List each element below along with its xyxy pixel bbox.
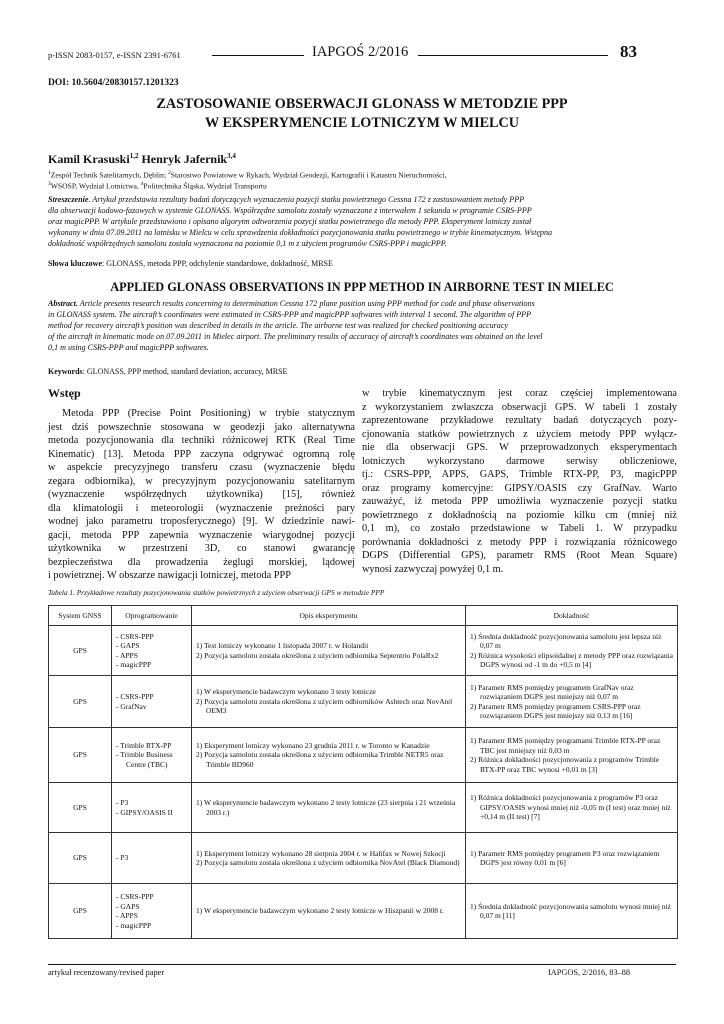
author-1: Kamil Krasuski [48, 152, 130, 166]
affiliation-line2 [48, 179, 267, 192]
cell-accuracy-item: 1) Parametr RMS pomiędzy programem P3 oraz rozwiązaniem DGPS jest równy 0,01 m [6] [470, 848, 660, 867]
cell-description-item: 1) Test lotniczy wykonano 1 listopada 2007 r. w Holandii [196, 641, 369, 650]
col-header-accuracy: Dokładność [466, 606, 678, 626]
cell-accuracy-item: 2) Różnica dokładności pozycjonowania z programów Trimble RTX-PP oraz TBC wynosi +0,01 m [3] [470, 755, 660, 774]
cell-accuracy-item: 1) Średnia dokładność pozycjonowania samolotu wynosi mniej niż 0,07 m [11] [470, 901, 672, 920]
cell-software [112, 728, 192, 783]
abstract-pl-line: dla obserwacji kodowo-fazowych w systemie GLONASS. Współrzędne samolotu zostały wyznaczone z interwałem 1 sekunda w programie CSRS-PPP [48, 206, 532, 215]
cell-system: GPS [49, 676, 112, 728]
body-text-line: powietrznego z dokładnością na poziomie kilku cm (mniej niż [362, 509, 677, 521]
cell-system: GPS [49, 783, 112, 833]
author-1-sup: 1,2 [129, 152, 139, 160]
table-row [49, 626, 678, 676]
body-text-line: zauważyć, iż metoda PPP umożliwia wyznaczenie pozycji statku [362, 496, 677, 507]
cell-software-item: - APPS [116, 911, 138, 920]
abstract-pl-line [48, 194, 676, 205]
abstract-en-line [48, 298, 676, 309]
cell-description-item: 1) Eksperyment lotniczy wykonano 23 grudnia 2011 r. w Toronto w Kanadzie [196, 740, 430, 750]
body-text-line: tj.: CSRS-PPP, APPS, GAPS, Trimble RTX-PP, P3, magicPPP [362, 469, 677, 480]
table-header-row [49, 606, 678, 626]
right-column [362, 387, 677, 576]
cell-accuracy-item: 1) Średnia dokładność pozycjonowania samolotu jest lepsza niż 0,07 m [470, 631, 662, 650]
affil-sup-4: 4 [140, 181, 144, 187]
cell-software-item: - Trimble Business Centre (TBC) [116, 750, 173, 769]
body-text-line: lotniczych wykorzystano darmowe serwisy obliczeniowe, [362, 455, 677, 467]
cell-description [192, 728, 466, 783]
cell-software-item: - GAPS [116, 641, 140, 650]
cell-description-item: 1) W eksperymencie badawczym wykonano 3 testy lotnicze [196, 687, 376, 697]
body-text-line: porównania dokładności z metody PPP i rozwiązania różnicowego [362, 536, 677, 548]
title-en: APPLIED GLONASS OBSERVATIONS IN PPP METHOD IN AIRBORNE TEST IN MIELEC [110, 280, 614, 294]
body-text-line: nie dla obserwacji GPS. W przeprowadzonych eksperymentach [362, 442, 677, 453]
abstract-pl-text: . Artykuł przedstawia rezultaty badań dotyczących wyznaczenia pozycji statku powietrznego Cessna 172 z zastosowaniem metody PPP [88, 195, 525, 204]
abstract-pl-line: oraz magicPPP. W artykule przedstawiono i opisano algorytm odtworzenia pozycji statku powietrznego dla metody PPP. Eksperyment lotniczy został [48, 217, 532, 226]
keywords-en [48, 367, 287, 376]
cell-software-item: - magicPPP [116, 920, 152, 930]
doi: DOI: 10.5604/20830157.1201323 [48, 78, 179, 88]
cell-accuracy [466, 833, 678, 884]
body-text-line: zegara odbiornika), w precyzyjnym pozycjonowaniu satelitarnym [48, 475, 355, 487]
keywords-pl [48, 259, 333, 268]
body-text-line: użytkownika w przestrzeni 3D, co stanowi gwarancję [48, 543, 355, 554]
cell-software [112, 626, 192, 676]
left-column [48, 407, 355, 583]
abstract-pl-line: wykonany w dniu 07.09.2011 na lotnisku w Mielcu w celu sprawdzenia dokładności pozycjonowania statku powietrznego w trybie kinematycznym. Wstępna [48, 228, 553, 237]
affil-2: Starostwo Powiatowe w Rykach, Wydział Geodezji, Kartografii i Katastru Nieruchomości, [170, 170, 447, 180]
affil-1: Zespół Technik Satelitarnych, Dęblin; [50, 170, 168, 180]
cell-software-item: - GrafNav [116, 701, 147, 711]
cell-software [112, 676, 192, 728]
body-text-line: zaprezentowane przykładowe rezultaty badań dotyczących pozy- [362, 415, 677, 426]
abstract-en-line: method for recovery aircraft’s position was described in details in the article. The airborne test was realized for checked positioning accuracy [48, 321, 509, 330]
col-header-system: System GNSS [49, 606, 112, 626]
cell-description [192, 676, 466, 728]
abstract-pl-label: Streszczenie [48, 195, 89, 204]
author-2: Henryk Jafernik [141, 152, 228, 166]
cell-system: GPS [49, 626, 112, 676]
body-text-line: Metoda PPP (Precise Point Positioning) w trybie statycznym [62, 408, 355, 419]
header-rule-right [418, 55, 608, 56]
cell-software [112, 833, 192, 884]
abstract-en-label: Abstract. [48, 299, 78, 308]
cell-software-item: - P3 [116, 798, 129, 807]
cell-system: GPS [49, 728, 112, 783]
col-header-software: Oprogramowanie [112, 606, 192, 626]
cell-system: GPS [49, 884, 112, 939]
table-row [49, 676, 678, 728]
cell-accuracy-item: 2) Różnica wysokości elipsoidalnej z metody PPP oraz rozwiązania DGPS wynosi od -1 m do +0,5 m [4] [470, 650, 674, 669]
body-text-line: wodnej jako parametru troposferycznego) [9]. W dziedzinie nawi- [48, 516, 355, 527]
cell-software-item: - GAPS [116, 901, 140, 911]
table-caption: Tabela 1. Przykładowe rezultaty pozycjonowania statków powietrznych z użyciem obserwacji GPS w metodzie PPP [48, 588, 385, 597]
cell-software-item: - CSRS-PPP [116, 692, 154, 701]
col-header-description: Opis eksperymentu [192, 606, 466, 626]
cell-accuracy [466, 783, 678, 833]
abstract-pl-line: dokładność współrzędnych samolotu została wyznaczona na poziomie 0,1 m z użyciem programów CSRS-PPP i magicPPP. [48, 239, 447, 248]
cell-software-item: - P3 [116, 853, 129, 863]
body-text-line: w trybie kinematycznym jest coraz częściej implementowana [362, 388, 677, 399]
title-pl-line2: W EKSPERYMENCIE LOTNICZYM W MIELCU [204, 115, 520, 131]
keywords-en-text: : GLONASS, PPP method, standard deviation, accuracy, MRSE [82, 367, 288, 376]
cell-description-item: 2) Pozycja samolotu została określona z użyciem odbiornika NovAtel (Black Diamond) [196, 858, 460, 867]
body-text-line: gacji, metoda PPP zapewnia wyznaczenie wiarygodnej pozycji [48, 529, 355, 541]
body-text-line: dla klimatologii i meteorologii (wyznaczenie preżności pary [48, 502, 355, 514]
cell-software-item: - APPS [116, 650, 138, 660]
cell-description-item: 1) Eksperyment lotniczy wykonano 28 sierpnia 2004 r. w Halifax w Nowej Szkocji [196, 848, 446, 858]
cell-description [192, 884, 466, 939]
cell-accuracy-item: 2) Parametr RMS pomiędzy programem CSRS-PPP oraz rozwiązaniem DGPS jest mniejszy niż 0,13 m [16] [470, 701, 641, 720]
footer-left: artykuł recenzowany/revised paper [48, 968, 165, 977]
cell-description-item: 2) Pozycja samolotu została określona z użyciem odbiorników Ashtech oraz NovAtel OEM3 [196, 696, 453, 716]
cell-software-item: - GIPSY/OASIS II [116, 807, 173, 817]
page-number: 83 [620, 42, 637, 61]
author-2-sup: 3,4 [227, 152, 236, 160]
affil-4: Politechnika Śląska, Wydział Transportu [143, 181, 267, 191]
cell-description [192, 833, 466, 884]
cell-accuracy [466, 728, 678, 783]
abstract-en-line: in GLONASS system. The aircraft’s coordinates were estimated in CSRS-PPP and magicPPP softwares with interval 1 second. The algorithm of PPP [48, 310, 532, 319]
cell-accuracy [466, 676, 678, 728]
cell-software-item: - CSRS-PPP [116, 892, 154, 901]
cell-software-item: - CSRS-PPP [116, 631, 154, 641]
keywords-pl-text: : GLONASS, metoda PPP, odchylenie standardowe, dokładność, MRSE [102, 259, 333, 268]
header-rule-left [212, 55, 304, 56]
body-text-line: jest dziś powszechnie stosowana w geodezji jako alternatywna [48, 421, 355, 433]
body-text-line: (wyznaczenie współrzędnych użytkownika) [15], również [48, 489, 355, 500]
table-row [49, 728, 678, 783]
cell-software [112, 884, 192, 939]
abstract-pl [48, 194, 676, 249]
cell-description [192, 626, 466, 676]
cell-accuracy-item: 1) Parametr RMS pomiędzy programem GrafNav oraz rozwiązaniem DGPS jest mniejszy niż 0,07 m [470, 682, 634, 701]
body-text-line: w aspekcie precyzyjnego transferu czasu (wyznaczenie błędu [48, 462, 355, 473]
cell-description [192, 783, 466, 833]
cell-description-item: 1) W eksperymencie badawczym wykonano 2 testy lotnicze w Hiszpanii w 2008 r. [196, 906, 444, 916]
cell-system: GPS [49, 833, 112, 884]
body-text-line: bezpieczeństwa dla prowadzenia żeglugi morskiej, lądowej [48, 556, 355, 568]
authors [48, 152, 236, 167]
cell-accuracy [466, 626, 678, 676]
table-row [49, 833, 678, 884]
cell-description-item: 1) W eksperymencie badawczym wykonano 2 testy lotnicze (23 sierpnia i 21 września 2003 r.) [196, 798, 456, 817]
footer-rule [48, 964, 676, 965]
journal-name: IAPGOŚ 2/2016 [312, 44, 409, 60]
affil-sup-2: 2 [167, 170, 171, 176]
results-table [48, 605, 678, 939]
body-text-line: wynosi zazwyczaj powyżej 0,1 m. [362, 563, 504, 575]
abstract-en-line: of the aircraft in kinematic mode on 07.09.2011 in Mielec airport. The preliminary results of accuracy of aircraft’s coordinates was obtained on the level [48, 332, 543, 341]
body-text-line: Kinematic) [13]. Metoda PPP zaczyna odgrywać ogromną rolę [48, 448, 355, 460]
section-title: Wstęp [48, 386, 81, 400]
issn-header: p-ISSN 2083-0157, e-ISSN 2391-6761 [48, 50, 181, 60]
cell-description-item: 2) Pozycja samolotu została określona z użyciem odbiornika Trimble NETR5 oraz Trimble BD960 [196, 750, 444, 769]
affil-3: WSOSP, Wydział Lotnictwa, [50, 181, 141, 191]
keywords-pl-label: Słowa kluczowe [48, 259, 102, 268]
table-row [49, 783, 678, 833]
abstract-en-text: Article presents research results concerning to determination Cessna 172 plane position using PPP method for code and phase observations [77, 299, 535, 308]
footer-right: IAPGOS, 2/2016, 83–88 [548, 968, 631, 977]
cell-description-item: 2) Pozycja samolotu została określona z użyciem odbiornika Septentrio PolaRx2 [196, 650, 439, 660]
body-text-line: z wykorzystaniem zwłaszcza obserwacji GPS. W tabeli 1 zostały [362, 401, 677, 413]
cell-accuracy-item: 1) Parametr RMS pomiędzy programami Trimble RTX-PP oraz TBC jest mniejszy niż 0,03 m [470, 736, 661, 755]
cell-software-item: - magicPPP [116, 660, 152, 669]
body-text-line: metoda pozycjonowania dla techniki różnicowej RTK (Real Time [48, 435, 355, 446]
body-text-line: cjonowania statków powietrznych z użyciem metody PPP wyłącz- [362, 428, 677, 440]
cell-software [112, 783, 192, 833]
body-text-line: oraz programy komercyjne: GIPSY/OASIS czy GrafNav. Warto [362, 482, 677, 494]
cell-software-item: - Trimble RTX-PP [116, 740, 172, 750]
keywords-en-label: Keywords [48, 367, 83, 376]
affil-sup-1: 1 [48, 170, 51, 176]
cell-accuracy [466, 884, 678, 939]
body-text-line: 0,1 m), co zostało przedstawione w Tabeli 1. W przypadku [362, 523, 677, 534]
title-pl-line1: ZASTOSOWANIE OBSERWACJI GLONASS W METODZIE PPP [156, 96, 568, 112]
body-text-line: i powietrznej. W obszarze nawigacji lotniczej, metoda PPP [48, 570, 291, 581]
abstract-en [48, 298, 676, 353]
body-text-line: DGPS (Differential GPS), parametr RMS (Root Mean Square) [362, 550, 677, 561]
abstract-en-line: 0,1 m using CSRS-PPP and magicPPP softwares. [48, 343, 209, 352]
table-row [49, 884, 678, 939]
cell-accuracy-item: 1) Różnica dokładności pozycjonowania z programów P3 oraz GIPSY/OASIS wynosi mniej niż -0,05 m (I test) oraz mniej niż +0,14 m (II test) [7] [470, 793, 671, 822]
affil-sup-3: 3 [48, 181, 51, 187]
